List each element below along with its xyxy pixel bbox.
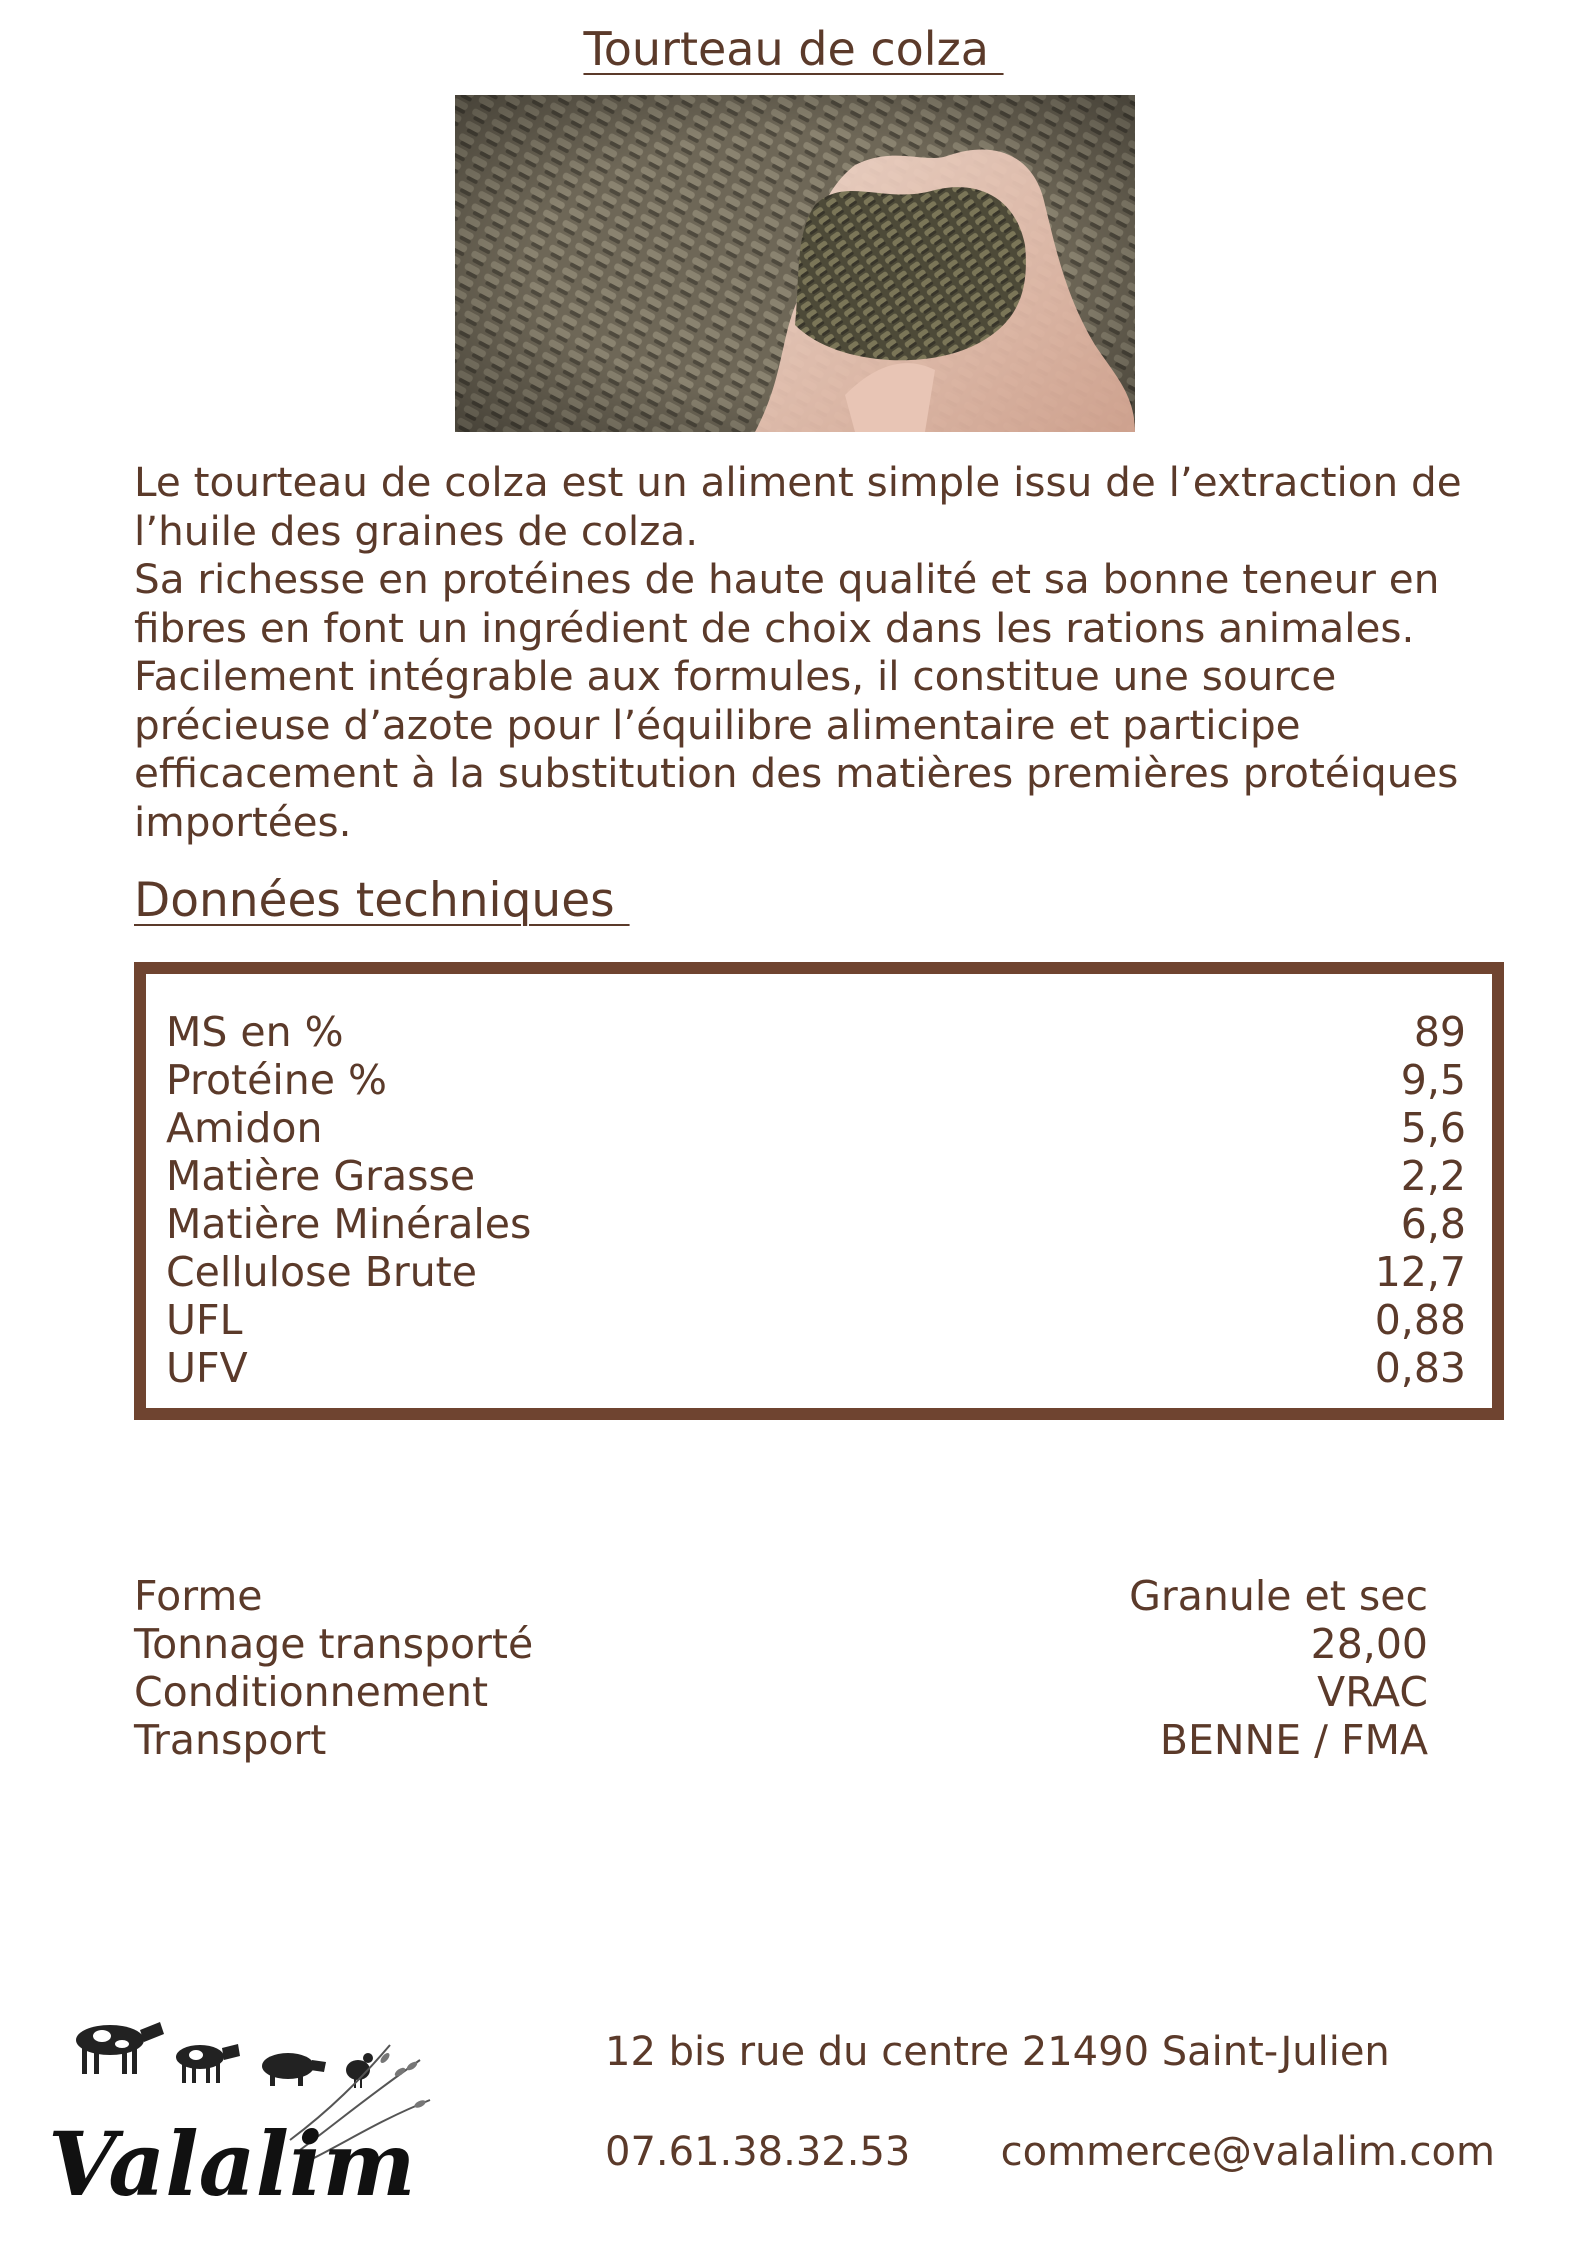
spec-value: 28,00 (1310, 1620, 1428, 1668)
intro-text (134, 458, 1504, 846)
rapeseed-pellets-photo (455, 95, 1135, 432)
table-row (166, 1056, 1466, 1104)
row-label: Matière Grasse (166, 1152, 476, 1200)
address: 12 bis rue du centre 21490 Saint-Julien (605, 2029, 1390, 2075)
row-label: Matière Minérales (166, 1200, 532, 1248)
page-title: Tourteau de colza (583, 22, 1004, 76)
intro-line: efficacement à la substitution des matières premières protéiques (134, 749, 1459, 797)
intro-line: précieuse d’azote pour l’équilibre alimentaire et participe (134, 700, 1301, 749)
row-value: 5,6 (1400, 1104, 1466, 1152)
spec-label: Transport (134, 1716, 327, 1764)
row-label: UFV (166, 1344, 248, 1392)
intro-line: l’huile des graines de colza. (134, 506, 699, 555)
intro-line: Sa richesse en protéines de haute qualité et sa bonne teneur en (134, 555, 1440, 603)
spec-label: Tonnage transporté (134, 1620, 534, 1668)
intro-line: importées. (134, 797, 352, 846)
chicken-icon (346, 2053, 373, 2088)
table-row (166, 1200, 1466, 1248)
technical-data-table (134, 962, 1504, 1420)
spec-row (134, 1716, 1428, 1764)
table-row (166, 1248, 1466, 1296)
technical-data-heading: Données techniques (134, 873, 630, 928)
row-value: 6,8 (1400, 1200, 1466, 1248)
spec-value: VRAC (1317, 1668, 1428, 1716)
email-address: commerce@valalim.com (1000, 2129, 1495, 2175)
calf-icon (176, 2044, 240, 2083)
row-value: 2,2 (1400, 1152, 1466, 1200)
intro-line: fibres en font un ingrédient de choix dans les rations animales. (134, 603, 1415, 652)
pig-icon (262, 2053, 326, 2086)
table-row (166, 1008, 1466, 1056)
row-label: UFL (166, 1296, 243, 1344)
table-row (166, 1296, 1466, 1344)
spec-value: Granule et sec (1129, 1572, 1428, 1620)
intro-line: Le tourteau de colza est un aliment simple issu de l’extraction de (134, 458, 1462, 506)
cow-icon (76, 2022, 164, 2074)
row-value: 12,7 (1374, 1248, 1466, 1296)
row-value: 0,83 (1374, 1344, 1466, 1392)
phone-number: 07.61.38.32.53 (605, 2129, 911, 2175)
row-label: Cellulose Brute (166, 1248, 477, 1296)
spec-row (134, 1668, 1428, 1716)
row-value: 89 (1413, 1008, 1466, 1056)
table-row (166, 1104, 1466, 1152)
valalim-logo (40, 2000, 440, 2220)
row-label: MS en % (166, 1008, 344, 1056)
row-label: Protéine % (166, 1056, 387, 1104)
spec-row (134, 1572, 1428, 1620)
spec-value: BENNE / FMA (1159, 1716, 1428, 1764)
spec-label: Forme (134, 1572, 263, 1620)
intro-line: Facilement intégrable aux formules, il constitue une source (134, 652, 1337, 700)
row-label: Amidon (166, 1104, 323, 1152)
table-row (166, 1344, 1466, 1392)
table-row (166, 1152, 1466, 1200)
logo-wordmark: Valalim (48, 2112, 416, 2216)
row-value: 0,88 (1374, 1296, 1466, 1344)
spec-row (134, 1620, 1428, 1668)
spec-label: Conditionnement (134, 1668, 489, 1716)
row-value: 9,5 (1400, 1056, 1466, 1104)
